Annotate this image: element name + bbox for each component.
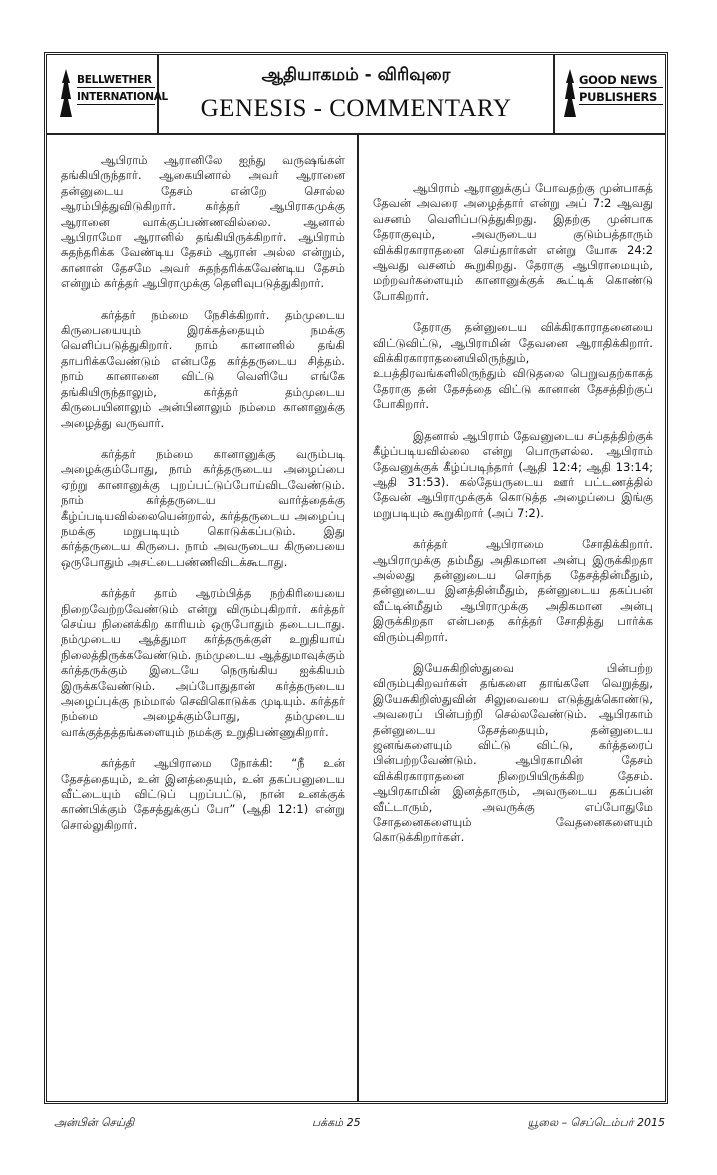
left-paragraph-5: கர்த்தர் ஆபிராமை நோக்கி: “நீ உன் தேசத்தையும், உன் இனத்தையும், உன் தகப்பனுடைய வீட்டையும் விட்டுப் புறப்பட்டு, நான் உனக்குக் காண்பிக்கும் தேசத்துக்குப் போ” (ஆதி 12:1) என்று சொல்லுகிறார். [61, 756, 345, 832]
footer-page-number: பக்கம் 25 [312, 1116, 361, 1129]
left-column [47, 135, 359, 1101]
bellwether-logo-icon [59, 69, 73, 117]
left-paragraph-2: கர்த்தர் நம்மை நேசிக்கிறார். தம்முடைய கிருபையையும் இரக்கத்தையும் நமக்கு வெளிப்படுத்துகிறார். நாம் கானானில் தங்கி தாபரிக்கவேண்டும் என்பதே கர்த்தருடைய சித்தம். நாம் கானானை விட்டு வெளியே எங்கே தங்கியிருந்தாலும், கர்த்தர் தம்முடைய கிருபையினாலும் அன்பினாலும் நம்மை கானானுக்கு அழைத்து வருவார். [61, 307, 345, 430]
bellwether-line2: INTERNATIONAL [77, 91, 168, 103]
page-title-english: GENESIS - COMMENTARY [200, 95, 512, 122]
footer-magazine-name: அன்பின் செய்தி [54, 1116, 135, 1129]
left-paragraph-1: ஆபிராம் ஆரானிலே ஐந்து வருஷங்கள் தங்கியிருந்தார். ஆகையினால் அவர் ஆரானை தன்னுடைய தேசம் என்றே சொல்ல ஆரம்பித்துவிடுகிறார். கர்த்தர் ஆபிராகமுக்கு ஆரானை வாக்குப்பண்ணவில்லை. ஆனால் ஆபிராமோ ஆரானில் தங்கியிருக்கிறார். ஆபிராம் சுதந்தரிக்க வேண்டிய தேசம் ஆரான் அல்ல என்றும், கானான் தேசமே அவர் சுதந்தரிக்கவேண்டிய தேசம் என்றும் கர்த்தர் ஆபிராமுக்கு தெளிவுபடுத்துகிறார். [61, 153, 345, 291]
content-columns [47, 135, 665, 1101]
footer-issue-date: யூலை – செப்டெம்பர் 2015 [527, 1116, 665, 1129]
left-paragraph-3: கர்த்தர் நம்மை கானானுக்கு வரும்படி அழைக்கும்போது, நாம் கர்த்தருடைய அழைப்பை ஏற்று கானானுக்கு புறப்பட்டுப்போய்விடவேண்டும். நாம் கர்த்தருடைய வார்த்தைக்கு கீழ்ப்படியவில்லையென்றால், கர்த்தருடைய அழைப்பு நமக்கு மறுபடியும் கொடுக்கப்படும். இது கர்த்தருடைய கிருபை. நாம் அவருடைய கிருபையை ஒருபோதும் அசட்டைபண்ணிவிடக்கூடாது. [61, 446, 345, 569]
right-paragraph-4: கர்த்தர் ஆபிராமை சோதிக்கிறார். ஆபிராமுக்கு தம்மீது அதிகமான அன்பு இருக்கிறதா அல்லது தன்னுடைய சொந்த தேசத்தின்மீதும், தன்னுடைய இனத்தின்மீதும், தன்னுடைய தகப்பன் வீட்டின்மீதும் ஆபிராமுக்கு அதிகமான அன்பு இருக்கிறதா என்பதை கர்த்தர் சோதித்து பார்க்க விரும்புகிறார். [373, 537, 653, 644]
page-footer [54, 1116, 665, 1136]
good-news-logo [553, 55, 665, 133]
bellwether-line1: BELLWETHER [77, 73, 155, 88]
right-paragraph-1: ஆபிராம் ஆரானுக்குப் போவதற்கு முன்பாகத் தேவன் அவரை அழைத்தார் என்று அப் 7:2 ஆவது வசனம் வெளிப்படுத்துகிறது. இதற்கு முன்பாக தேராகுவும், அவருடைய குடும்பத்தாரும் விக்கிரகாராதனை செய்தார்கள் என்று யோசு 24:2 ஆவது வசனம் கூறுகிறது. தேராகு ஆபிராமையும், மற்றவர்களையும் கானானுக்குக் கூட்டிக் கொண்டு போகிறார். [373, 181, 653, 303]
right-column [359, 135, 665, 1101]
good-news-line1: GOOD NEWS [579, 73, 663, 88]
page-header [47, 55, 665, 135]
right-paragraph-3: இதனால் ஆபிராம் தேவனுடைய சப்தத்திற்குக் கீழ்ப்படியவில்லை என்று பொருளல்ல. ஆபிராம் தேவனுக்குக் கீழ்ப்படிந்தார் (ஆதி 12:4; ஆதி 13:14; ஆதி 31:53). கல்தேயருடைய ஊர் பட்டணத்தில் தேவன் ஆபிராமுக்குக் கொடுத்த அழைப்பை இங்கு மறுபடியும் கூறுகிறார் (அப் 7:2). [373, 428, 653, 520]
good-news-logo-text [579, 73, 663, 107]
good-news-line2: PUBLISHERS [579, 90, 663, 105]
title-block [159, 55, 553, 133]
right-paragraph-5: இயேசுகிறிஸ்துவை பின்பற்ற விரும்புகிறவர்கள் தங்களை தாங்களே வெறுத்து, இயேசுகிறிஸ்துவின் சிலுவையை எடுத்துக்கொண்டு, அவரைப் பின்பற்றி செல்லவேண்டும். ஆபிரகாம் தன்னுடைய தேசத்தையும், தன்னுடைய ஜனங்களையும் விட்டு விட்டு, கர்த்தரைப் பின்பற்றவேண்டும். ஆபிரகாமின் தேசம் விக்கிரகாராதனை நிறைபியிருக்கிற தேசம். ஆபிரகாமின் இனத்தாரும், அவருடைய தகப்பன் வீட்டாரும், அவருக்கு எப்போதுமே சோதனைகளையும் வேதனைகளையும் கொடுக்கிறார்கள். [373, 660, 653, 845]
left-paragraph-4: கர்த்தர் தாம் ஆரம்பித்த நற்கிரியையை நிறைவேற்றவேண்டும் என்று விரும்புகிறார். கர்த்தர் செய்ய நினைக்கிற காரியம் ஒருபோதும் தடைபடாது. நம்முடைய ஆத்துமா கர்த்தருக்குள் உறுதியாய் நிலைத்திருக்கவேண்டும். நம்முடைய ஆத்துமாவுக்கும் கர்த்தருக்கும் இடையே நெருங்கிய ஐக்கியம் இருக்கவேண்டும். அப்போதுதான் கர்த்தருடைய அழைப்புக்கு நம்மால் செவிகொடுக்க முடியும். கர்த்தர் நம்மை அழைக்கும்போது, தம்முடைய வாக்குத்தத்தங்களையும் நமக்கு உறுதிபண்ணுகிறார். [61, 586, 345, 739]
page-title-tamil: ஆதியாகமம் - விரிவுரை [261, 65, 451, 85]
good-news-logo-icon [563, 69, 577, 117]
page-frame [44, 52, 668, 1104]
bellwether-logo-text [77, 73, 168, 107]
right-paragraph-2: தேராகு தன்னுடைய விக்கிரகாராதனையை விட்டுவிட்டு, ஆபிராமின் தேவனை ஆராதிக்கிறார். விக்கிரகாராதனையிலிருந்தும், உபத்திரவங்களிலிருந்தும் விடுதலை பெறுவதற்காகத் தேராகு தன் தேசத்தை விட்டு கானான் தேசத்திற்குப் போகிறார். [373, 320, 653, 412]
bellwether-logo [47, 55, 168, 133]
